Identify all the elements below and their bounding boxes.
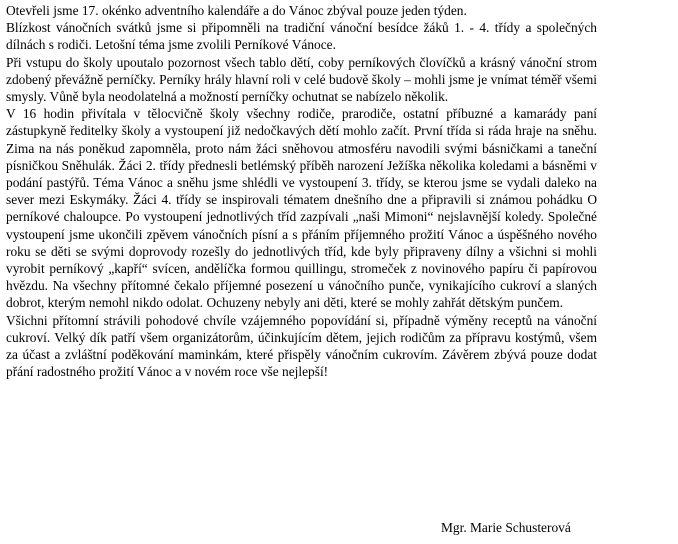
paragraph: Všichni přítomní strávili pohodové chvíle vzájemného popovídání si, případně výměny receptů na vánoční cukroví. Velký dík patří všem organizátorům, účinkujícím dětem, jejich rodičům za přípravu kostýmů, všem za účast a zvláštní poděkování maminkám, které přispěly vánočním cukrovím. Závěrem zbývá pouze dodat přání radostného prožití Vánoc a v novém roce vše nejlepší! [6,312,597,380]
paragraph: Otevřeli jsme 17. okénko adventního kalendáře a do Vánoc zbýval pouze jeden týden. [6,3,467,18]
paragraph: V 16 hodin přivítala v tělocvičně školy všechny rodiče, prarodiče, ostatní příbuzné a kamarády paní zástupkyně ředitelky školy a vystoupení již nedočkavých dětí mohlo začít. První třída si ráda hraje na sněhu. Zima na nás poněkud zapomněla, proto nám žáci sněhovou atmosféru navodili svými básničkami a taneční písničkou Sněhulák. Žáci 2. třídy přednesli betlémský příběh narození Ježíška několika koledami a básněmi v podání pastýřů. Téma Vánoc a sněhu jsme shlédli ve vystoupení 3. třídy, se kterou jsme se vydali daleko na sever mezi Eskymáky. Žáci 4. třídy se inspirovali tématem dnešního dne a připravili si známou pohádku O perníkové chaloupce. Po vystoupení jednotlivých tříd zazpívali „naši Mimoni“ nejslavnější koledy. Společné vystoupení jsme ukončili zpěvem vánočních písní a s přáním příjemného prožití Vánoc a úspěšného nového roku se děti se svými doprovody rozešly do jednotlivých tříd, kde byly připraveny dílny a všichni si mohli vyrobit perníkový „kapří“ svícen, andělíčka formou quillingu, stromeček z novinového papíru či papírovou hvězdu. Na všechny přítomné čekalo příjemné posezení u vánočního punče, vynikajícího cukroví a slaných dobrot, kterým nemohl nikdo odolat. Ochuzeny nebyly ani děti, které se mohly zahřát dětským punčem. [6,106,597,311]
article-body [6,2,597,380]
paragraph: Blízkost vánočních svátků jsme si připomněli na tradiční vánoční besídce žáků 1. - 4. třídy a společných dílnách s rodiči. Letošní téma jsme zvolili Perníkové Vánoce. [6,20,597,53]
author-signature: Mgr. Marie Schusterová [441,520,571,535]
paragraph: Při vstupu do školy upoutalo pozornost všech tablo dětí, coby perníkových človíčků a krásný vánoční strom zdobený převážně perníčky. Perníky hrály hlavní roli v celé budově školy – mohli jsme je vnímat téměř všemi smysly. Vůně byla neodolatelná a možností perníčky ochutnat se nabízelo několik. [6,54,597,105]
